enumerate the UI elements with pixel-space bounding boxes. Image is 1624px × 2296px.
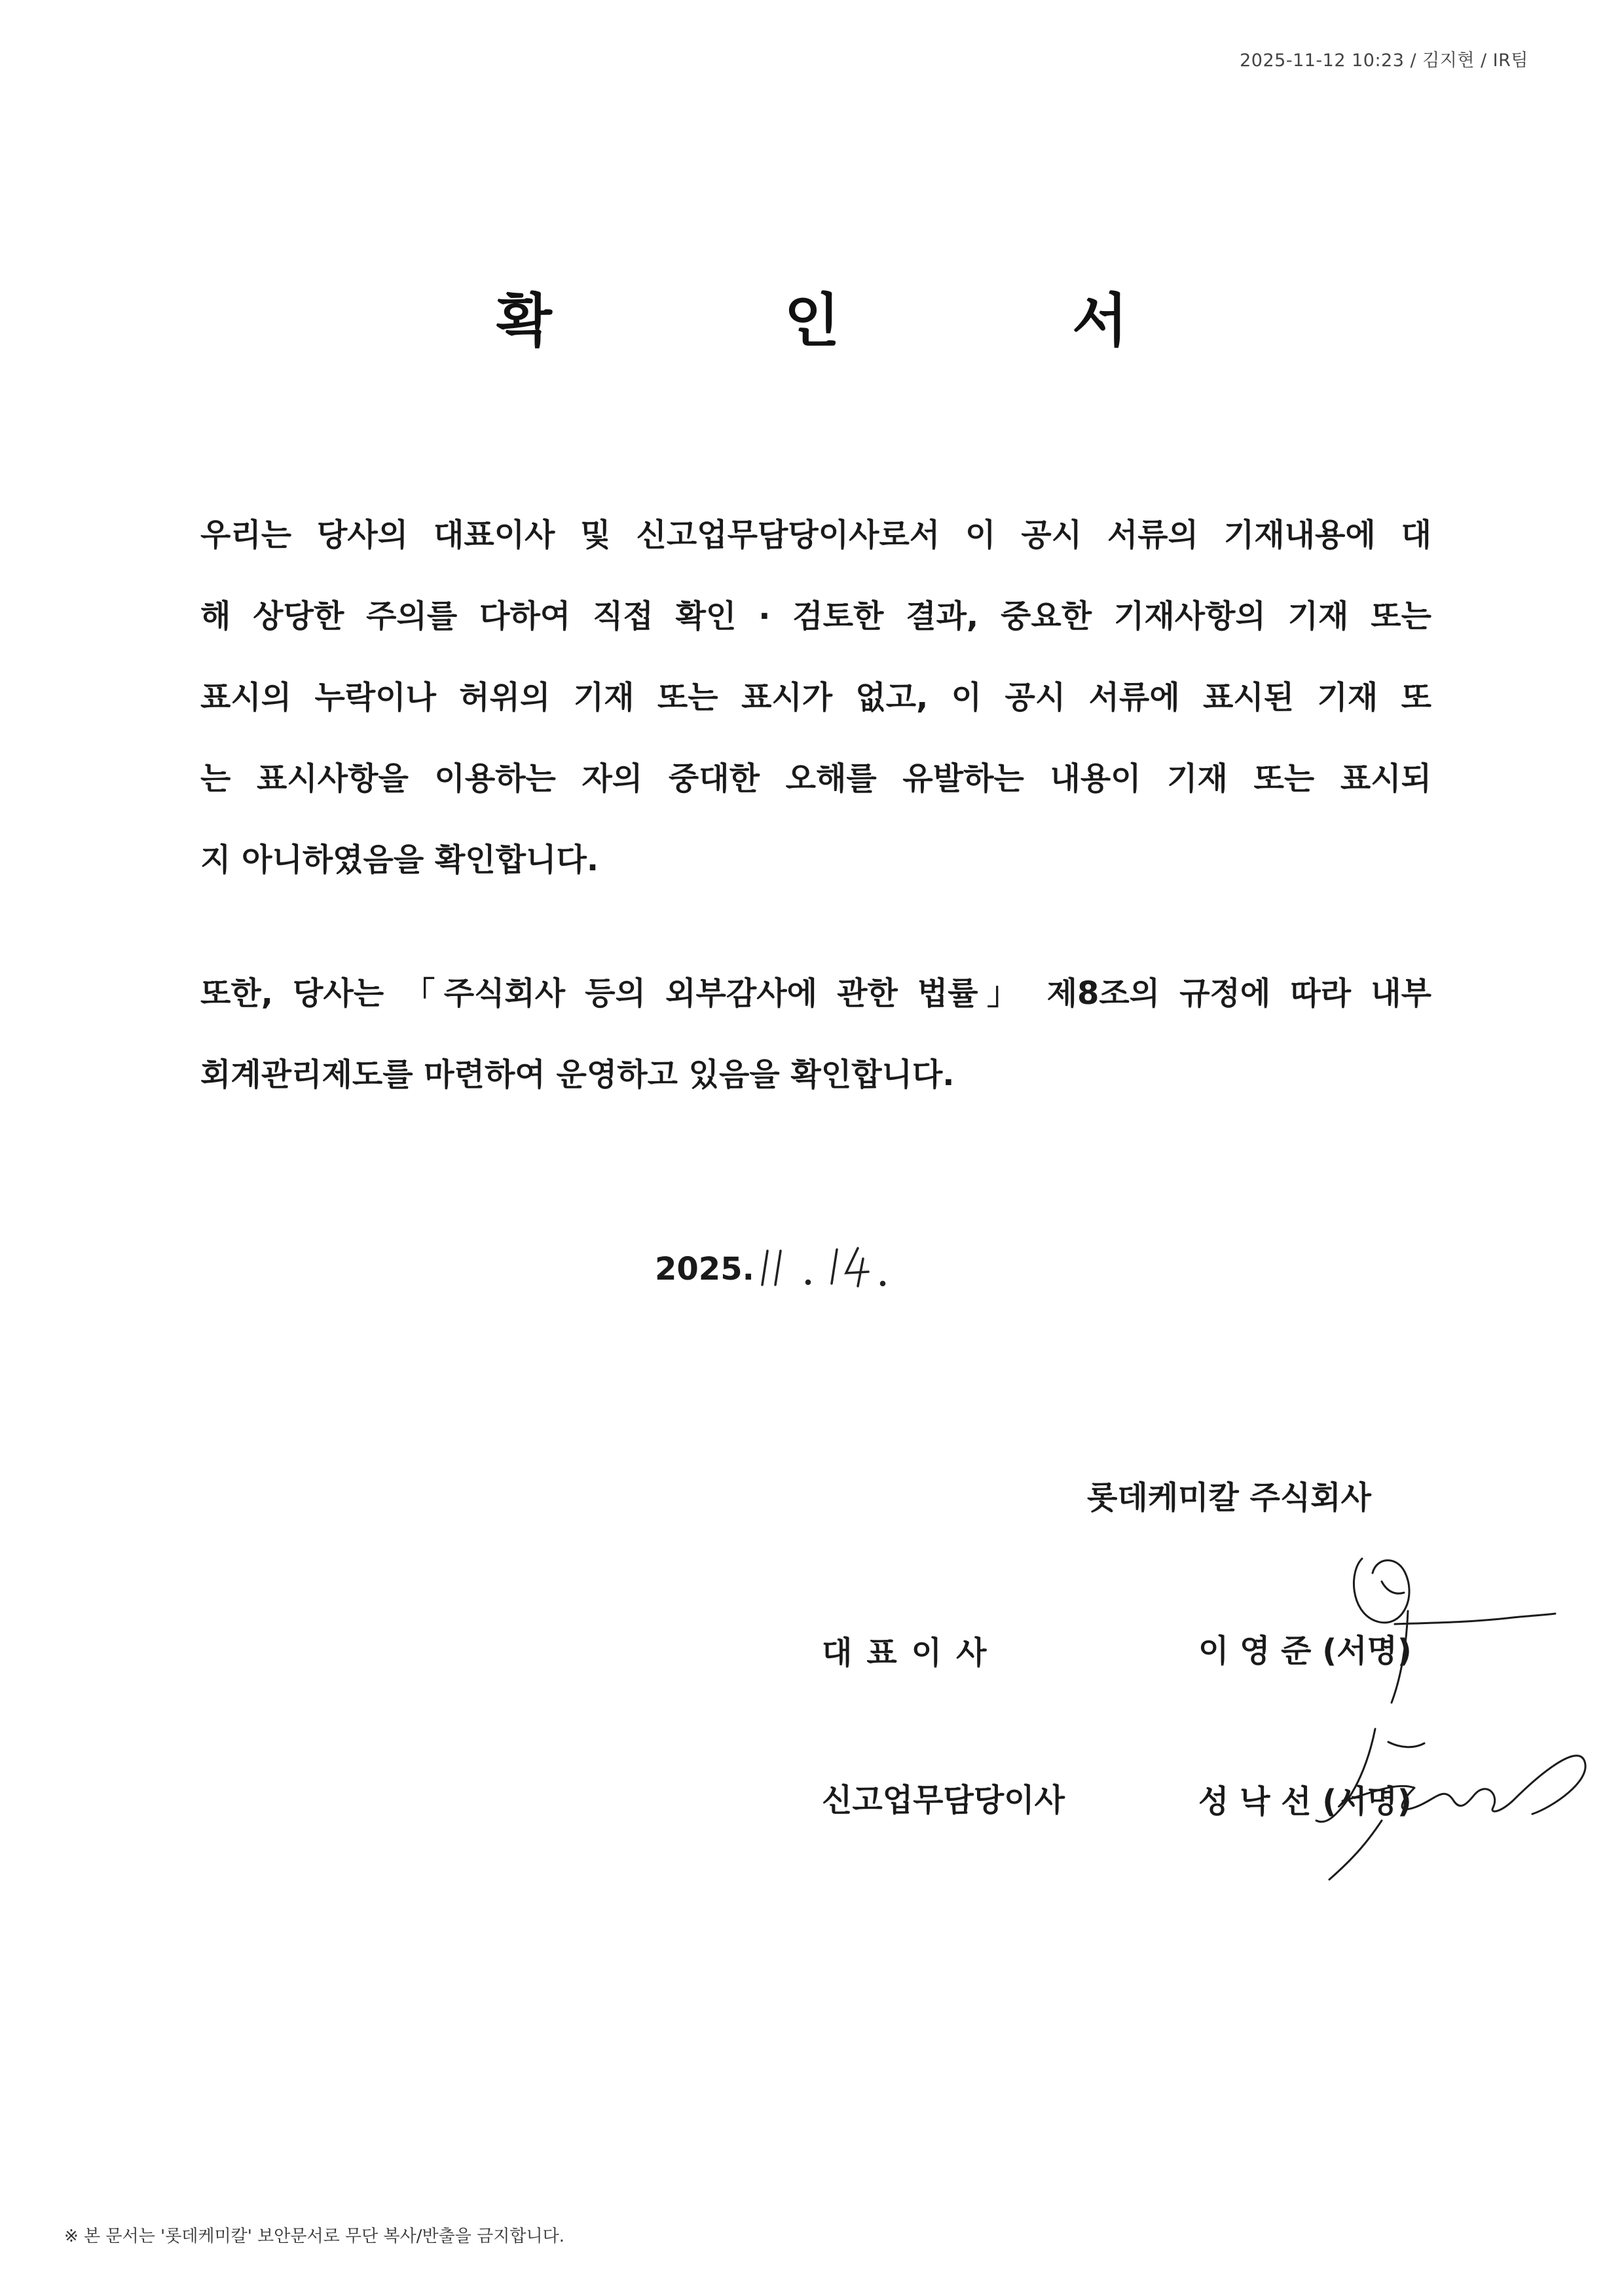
signatory-name: 이 영 준 (서명) — [1198, 1633, 1412, 1669]
print-stamp: 2025-11-12 10:23 / 김지현 / IR팀 — [1240, 50, 1528, 71]
confirmation-paragraph — [200, 509, 1431, 916]
security-notice: ※ 본 문서는 '롯데케미칼' 보안문서로 무단 복사/반출을 금지합니다. — [64, 2227, 564, 2246]
paragraph-line: 표시의 누락이나 허위의 기재 또는 표시가 없고, 이 공시 서류에 표시된 기재 또 — [200, 679, 1431, 716]
date-printed: 2025. — [655, 1251, 754, 1287]
paragraph-line: 해 상당한 주의를 다하여 직접 확인 · 검토한 결과, 중요한 기재사항의 기재 또는 — [200, 598, 1431, 635]
handwritten-date — [753, 1236, 904, 1295]
paragraph-line: 우리는 당사의 대표이사 및 신고업무담당이사로서 이 공시 서류의 기재내용에 대 — [200, 517, 1431, 553]
title-char: 확 — [496, 287, 552, 354]
paragraph-line: 회계관리제도를 마련하여 운영하고 있음을 확인합니다. — [200, 1056, 955, 1093]
internal-control-paragraph — [200, 968, 1431, 1130]
company-name: 롯데케미칼 주식회사 — [1087, 1479, 1372, 1516]
document-title — [0, 275, 1624, 358]
paragraph-line: 지 아니하였음을 확인합니다. — [200, 842, 599, 878]
paragraph-line: 또한, 당사는 「주식회사 등의 외부감사에 관한 법률」 제8조의 규정에 따라 내부 — [200, 975, 1431, 1012]
signatory-name: 성 낙 선 (서명) — [1198, 1783, 1412, 1820]
signatory-title: 신고업무담당이사 — [822, 1782, 1065, 1819]
title-char: 서 — [1072, 287, 1128, 354]
title-char: 인 — [784, 287, 840, 354]
signatory-title: 대표이사 — [822, 1635, 1001, 1671]
paragraph-line: 는 표시사항을 이용하는 자의 중대한 오해를 유발하는 내용이 기재 또는 표시되 — [200, 760, 1431, 797]
